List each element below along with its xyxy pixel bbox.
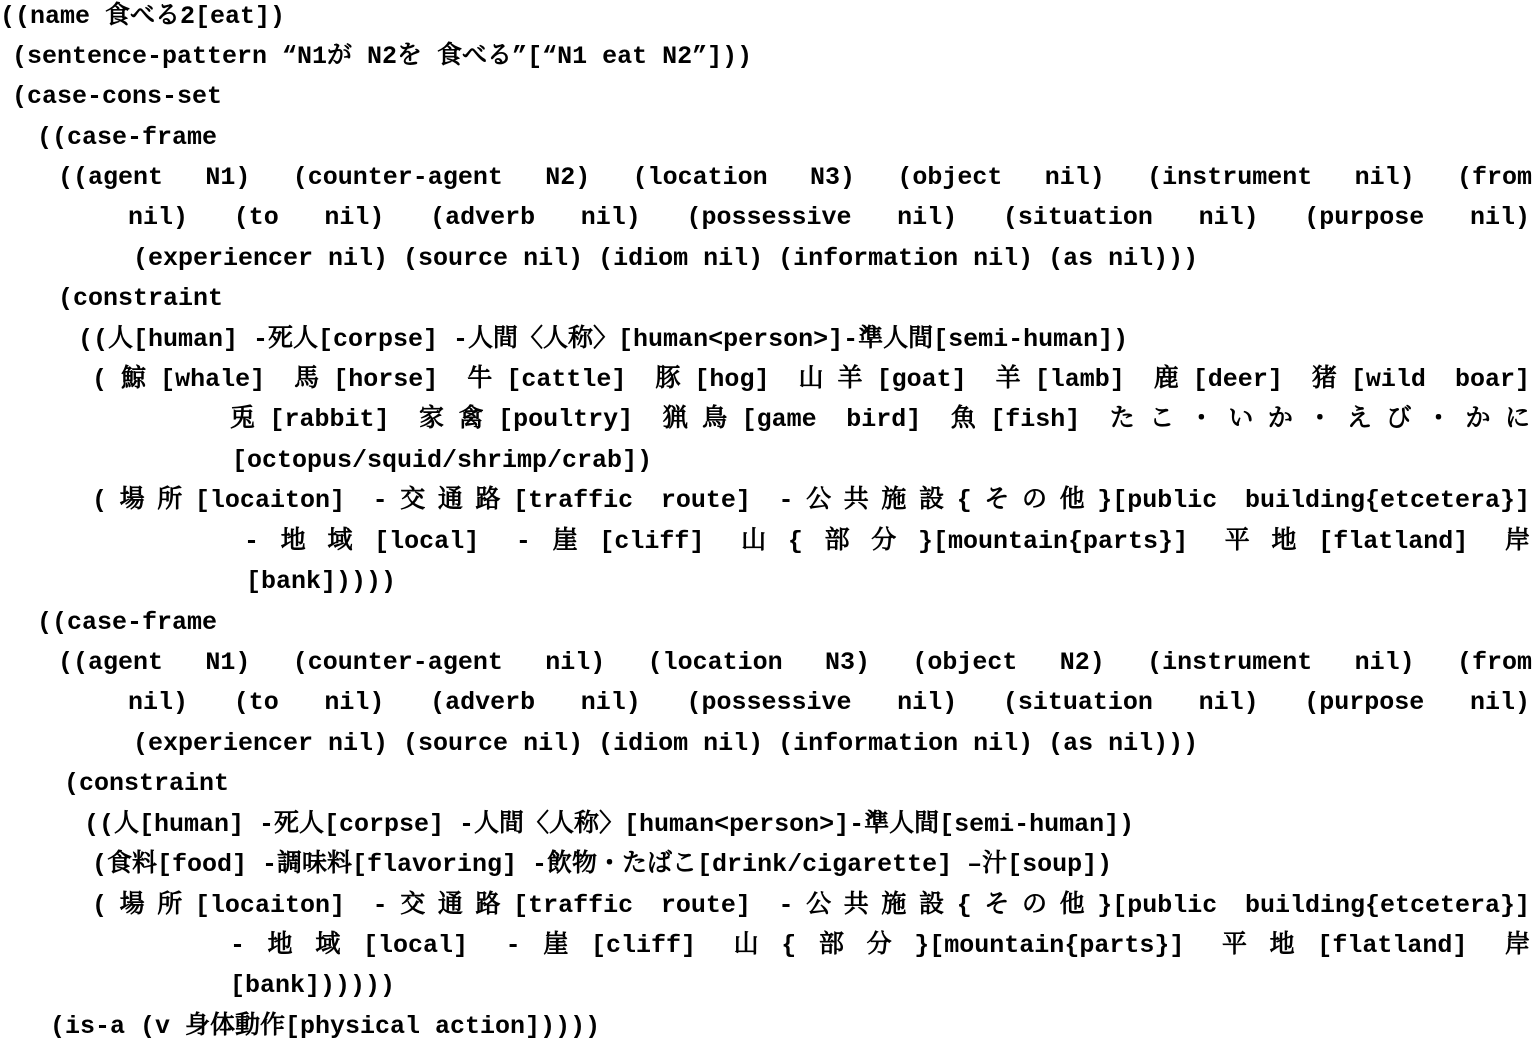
constraint-1-location-line-1: (場所[locaiton] -交通路[traffic route] -公共施設{その他}[public building{etcetera}] (92, 486, 1530, 515)
case-frame-1-header: ((case-frame (37, 123, 218, 152)
case-frame-1-roles-line-3: (experiencer nil) (source nil) (idiom nil) (information nil) (as nil))) (133, 244, 1199, 273)
case-frame-1-roles-line-1: ((agent N1) (counter-agent N2) (location N3) (object nil) (instrument nil) (from (58, 163, 1532, 192)
case-frame-1-roles-line-2: nil) (to nil) (adverb nil) (possessive nil) (situation nil) (purpose nil) (128, 203, 1530, 232)
constraint-1-location-line-2: -地域[local] -崖[cliff] 山{部分}[mountain{parts}] 平地[flatland] 岸 (244, 527, 1530, 556)
case-frame-2-roles-line-2: nil) (to nil) (adverb nil) (possessive nil) (situation nil) (purpose nil) (128, 688, 1530, 717)
constraint-1-location-line-3: [bank])))) (246, 567, 397, 596)
constraint-2-agent-line: ((人[human] -死人[corpse] -人間〈人称〉[human<person>]-準人間[semi-human]) (84, 810, 1135, 839)
constraint-2-location-line-1: (場所[locaiton] -交通路[traffic route] -公共施設{その他}[public building{etcetera}] (92, 891, 1530, 920)
case-frame-2-header: ((case-frame (37, 608, 218, 637)
case-frame-2-roles-line-1: ((agent N1) (counter-agent nil) (location N3) (object N2) (instrument nil) (from (58, 648, 1532, 677)
entry-name-line: ((name 食べる2[eat]) (0, 2, 286, 31)
case-frame-2-roles-line-3: (experiencer nil) (source nil) (idiom nil) (information nil) (as nil))) (133, 729, 1199, 758)
constraint-2-location-line-3: [bank]))))) (230, 971, 396, 1000)
case-cons-set-line: (case-cons-set (12, 82, 223, 111)
constraint-1-object-line-1: (鯨[whale] 馬[horse] 牛[cattle] 豚[hog] 山羊[goat] 羊[lamb] 鹿[deer] 猪[wild boar] (92, 365, 1530, 394)
is-a-line: (is-a (v 身体動作[physical action])))) (50, 1012, 601, 1041)
constraint-1-agent-line: ((人[human] -死人[corpse] -人間〈人称〉[human<person>]-準人間[semi-human]) (78, 325, 1129, 354)
constraint-2-header: (constraint (64, 769, 230, 798)
constraint-1-object-line-3: [octopus/squid/shrimp/crab]) (232, 446, 653, 475)
constraint-2-location-line-2: -地域[local] -崖[cliff] 山{部分}[mountain{parts}] 平地[flatland] 岸 (230, 931, 1530, 960)
sentence-pattern-line: (sentence-pattern “N1が N2を 食べる”[“N1 eat N2”])) (12, 42, 753, 71)
constraint-1-object-line-2: 兎[rabbit] 家禽[poultry] 猟鳥[game bird] 魚[fish] たこ・いか・えび・かに (230, 405, 1530, 434)
constraint-1-header: (constraint (58, 284, 224, 313)
constraint-2-object-line: (食料[food] -調味料[flavoring] -飲物・たばこ[drink/cigarette] –汁[soup]) (92, 850, 1113, 879)
